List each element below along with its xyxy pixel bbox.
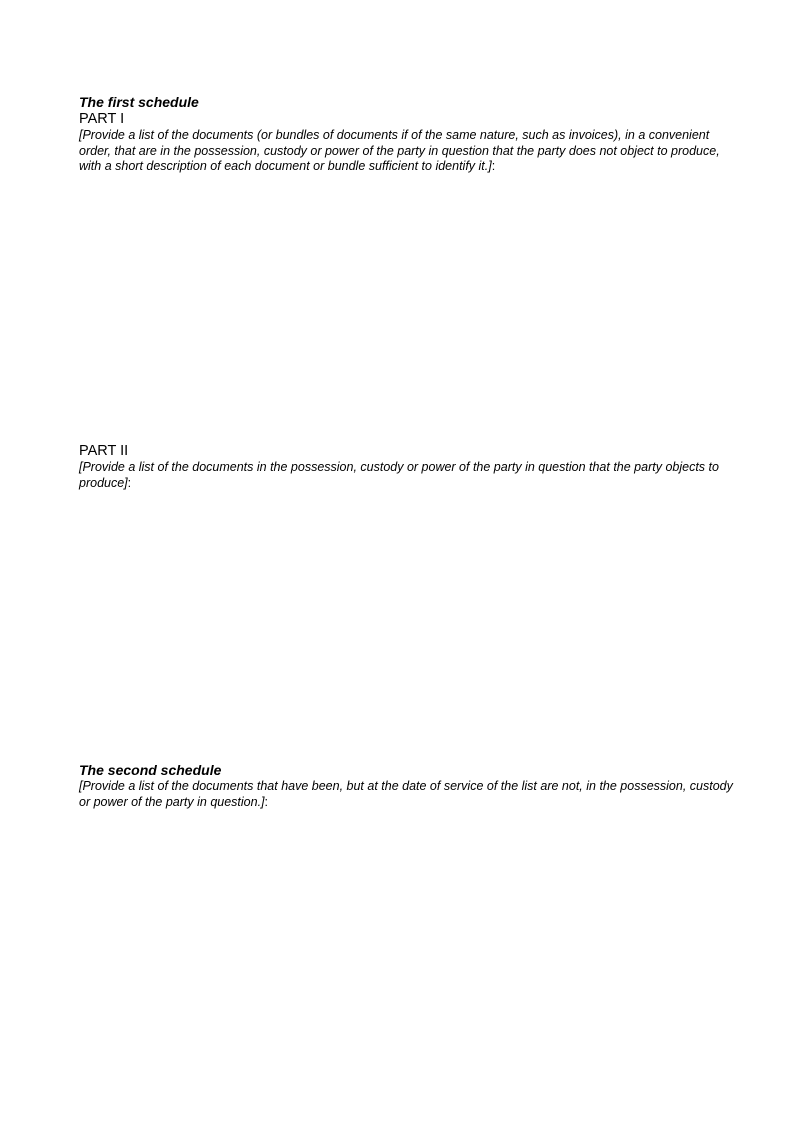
part-ii-instruction-text: [Provide a list of the documents in the possession, custody or power of the party in question that the party objects to produce] xyxy=(79,460,719,490)
second-schedule-instruction xyxy=(79,779,739,810)
part-i-instruction xyxy=(79,128,739,175)
second-schedule-instruction-text: [Provide a list of the documents that have been, but at the date of service of the list are not, in the possession, custody or power of the party in question.] xyxy=(79,779,733,809)
part-i-instruction-colon: : xyxy=(491,159,496,174)
part-ii-instruction xyxy=(79,460,739,491)
second-schedule-heading: The second schedule xyxy=(79,762,222,778)
part-ii-label: PART II xyxy=(79,443,129,459)
second-schedule-instruction-colon: : xyxy=(264,794,269,809)
part-ii-section xyxy=(79,443,739,491)
part-ii-instruction-colon: : xyxy=(127,475,132,490)
first-schedule-section xyxy=(79,94,739,175)
second-schedule-section xyxy=(79,762,739,810)
first-schedule-heading: The first schedule xyxy=(79,94,199,110)
part-i-instruction-text: [Provide a list of the documents (or bundles of documents if of the same nature, such as invoices), in a convenient order, that are in the possession, custody or power of the party in question that the party does not object to produce, with a short description of each document or bundle sufficient to identify it.] xyxy=(79,128,720,174)
part-i-label: PART I xyxy=(79,111,125,127)
